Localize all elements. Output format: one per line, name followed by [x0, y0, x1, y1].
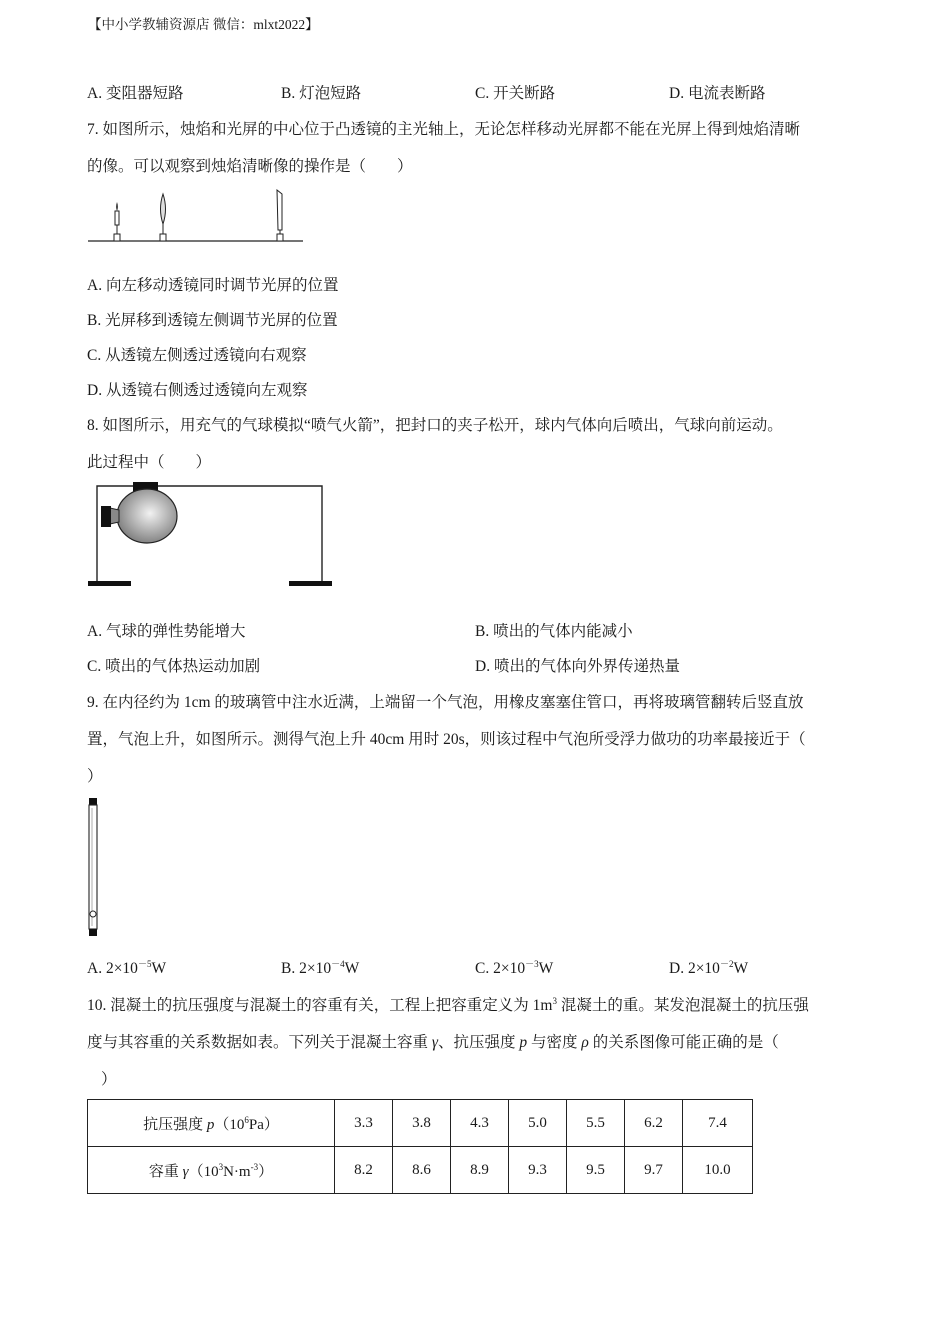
table-cell: 9.3 — [509, 1147, 567, 1194]
q7-option-a: A. 向左移动透镜同时调节光屏的位置 — [87, 277, 339, 294]
table-row — [88, 1147, 753, 1194]
table-cell: 8.6 — [393, 1147, 451, 1194]
q10-stem-line1: 10. 混凝土的抗压强度与混凝土的容重有关，工程上把容重定义为 $1m^3$ 混凝土的重。某发泡混凝土的抗压强 — [87, 995, 809, 1014]
q6-option-b: B. 灯泡短路 — [281, 85, 362, 102]
q6-option-d: D. 电流表断路 — [669, 85, 766, 102]
q10-stem-line2: 度与其容重的关系数据如表。下列关于混凝土容重 γ、抗压强度 p 与密度 ρ 的关系图像可能正确的是（ — [87, 1034, 779, 1051]
q8-stem-line2: 此过程中（ ） — [87, 454, 212, 471]
q7-stem-line1: 7. 如图所示，烛焰和光屏的中心位于凸透镜的主光轴上，无论怎样移动光屏都不能在光屏上得到烛焰清晰 — [87, 121, 801, 138]
q7-option-b: B. 光屏移到透镜左侧调节光屏的位置 — [87, 312, 338, 329]
q10-stem-line3: ） — [101, 1071, 117, 1088]
table-cell: 7.4 — [683, 1100, 753, 1147]
table-cell: 8.2 — [335, 1147, 393, 1194]
q9-stem-line1: 9. 在内径约为 1cm 的玻璃管中注水近满，上端留一个气泡，用橡皮塞塞住管口，再将玻璃管翻转后竖直放 — [87, 694, 804, 711]
q9-option-b: B. $2\times 10^{-4}W$ — [281, 959, 360, 978]
q9-option-d: D. $2\times 10^{-2}W$ — [669, 959, 749, 978]
table-cell: 5.5 — [567, 1100, 625, 1147]
table-cell: 10.0 — [683, 1147, 753, 1194]
balloon-icon — [101, 489, 177, 543]
q8-option-a: A. 气球的弹性势能增大 — [87, 623, 246, 640]
q9-stem-line2: 置，气泡上升，如图所示。测得气泡上升 40cm 用时 20s，则该过程中气泡所受浮力做功的功率最接近于（ — [87, 731, 806, 748]
table-cell: 4.3 — [451, 1100, 509, 1147]
candle-icon — [114, 202, 120, 241]
light-screen-icon — [277, 190, 283, 241]
q9-stem-line3: ） — [87, 768, 103, 785]
q6-option-a: A. 变阻器短路 — [87, 85, 184, 102]
q10-data-table — [87, 1099, 753, 1194]
table-cell: 6.2 — [625, 1100, 683, 1147]
row-header-strength: 抗压强度 $p(10^6Pa)$ — [88, 1100, 335, 1147]
q7-option-c: C. 从透镜左侧透过透镜向右观察 — [87, 347, 307, 364]
q7-stem-line2: 的像。可以观察到烛焰清晰像的操作是（ ） — [87, 158, 413, 175]
convex-lens-icon — [160, 194, 166, 241]
watermark-header: 【中小学教辅资源店 微信：mlxt2022】 — [88, 17, 319, 32]
q9-option-c: C. $2\times 10^{-3}W$ — [475, 959, 554, 978]
row-header-unit-weight: 容重 $\gamma(10^3N\cdot m^{-3})$ — [88, 1147, 335, 1194]
q8-stem-line1: 8. 如图所示，用充气的气球模拟“喷气火箭”，把封口的夹子松开，球内气体向后喷出，气球向前运动。 — [87, 417, 783, 434]
q9-glass-tube-figure — [84, 796, 104, 940]
q8-option-b: B. 喷出的气体内能减小 — [475, 623, 633, 640]
table-cell: 9.7 — [625, 1147, 683, 1194]
table-cell: 3.3 — [335, 1100, 393, 1147]
q8-option-d: D. 喷出的气体向外界传递热量 — [475, 658, 680, 675]
table-cell: 9.5 — [567, 1147, 625, 1194]
q7-candle-lens-screen-figure — [86, 188, 308, 246]
q8-option-c: C. 喷出的气体热运动加剧 — [87, 658, 261, 675]
table-cell: 5.0 — [509, 1100, 567, 1147]
q9-option-a: A. $2\times 10^{-5}W$ — [87, 959, 167, 978]
q7-option-d: D. 从透镜右侧透过透镜向左观察 — [87, 382, 308, 399]
table-cell: 3.8 — [393, 1100, 451, 1147]
q6-option-c: C. 开关断路 — [475, 85, 556, 102]
q8-balloon-rocket-figure — [86, 480, 336, 590]
table-row — [88, 1100, 753, 1147]
table-cell: 8.9 — [451, 1147, 509, 1194]
